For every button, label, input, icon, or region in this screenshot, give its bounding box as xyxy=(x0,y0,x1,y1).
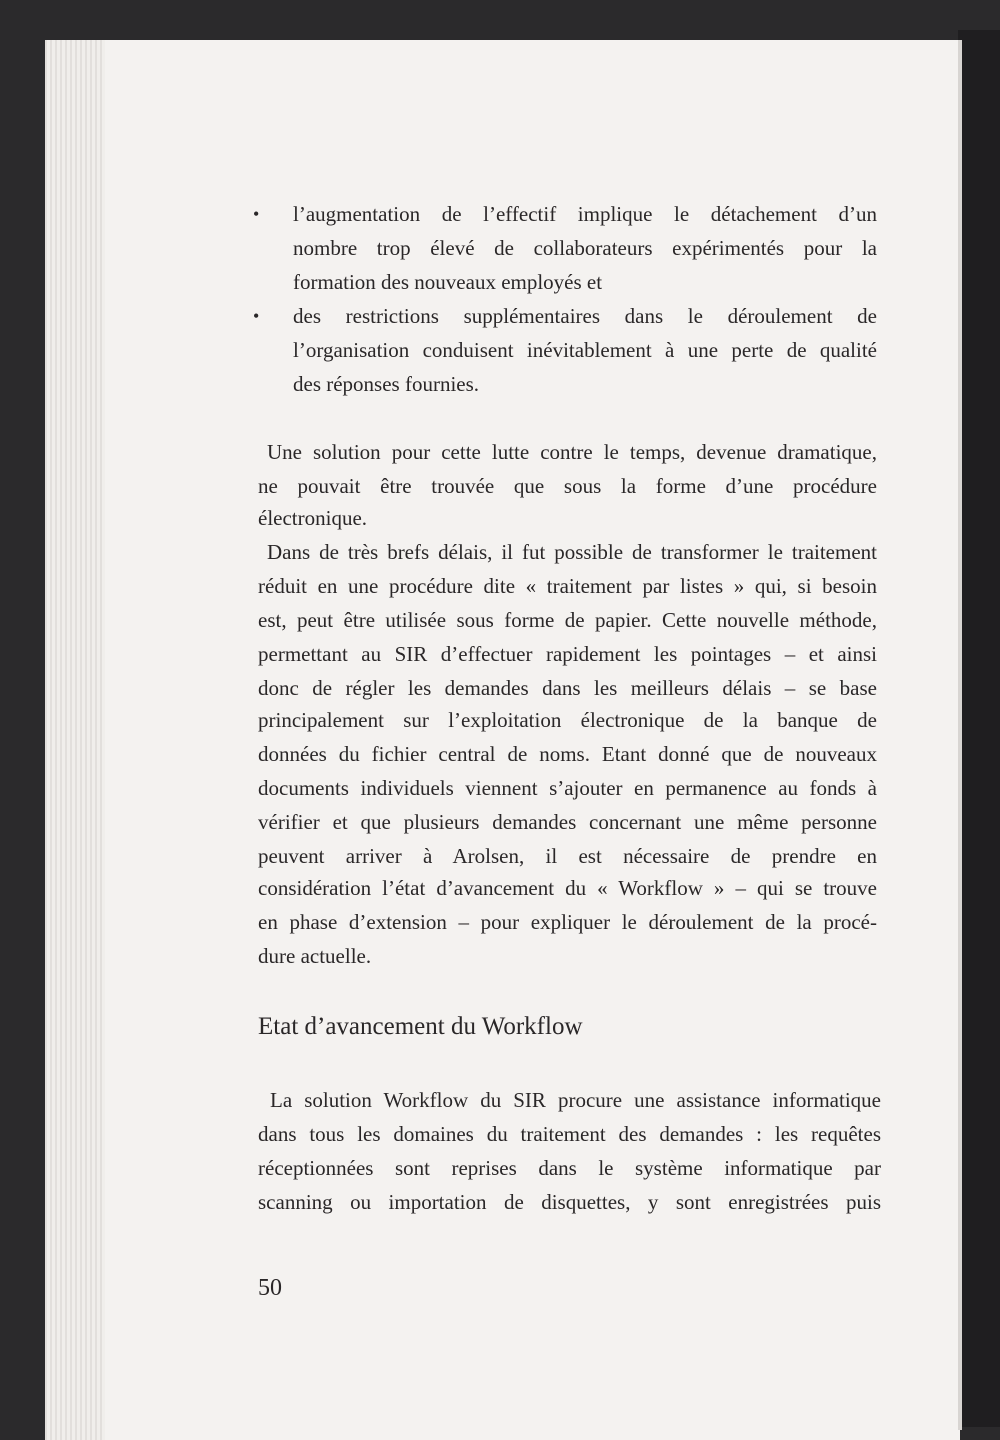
text-line: permettant au SIR d’effectuer rapidement les pointages – et ainsi xyxy=(258,642,877,666)
text-line: dure actuelle. xyxy=(258,944,372,968)
text-line: formation des nouveaux employés et xyxy=(293,270,603,294)
text-line: l’organisation conduisent inévitablement à une perte de qualité xyxy=(293,338,877,362)
bullet-icon: • xyxy=(253,204,260,224)
text-line: réceptionnées sont reprises dans le système informatique par xyxy=(258,1156,881,1180)
text-line: des restrictions supplémentaires dans le déroulement de xyxy=(293,304,877,328)
text-line: scanning ou importation de disquettes, y sont enregistrées puis xyxy=(258,1190,881,1214)
text-line: Dans de très brefs délais, il fut possible de transformer le traitement xyxy=(267,540,877,564)
section-heading: Etat d’avancement du Workflow xyxy=(258,1013,583,1040)
text-line: réduit en une procédure dite « traitement par listes » qui, si besoin xyxy=(258,574,877,598)
text-line: vérifier et que plusieurs demandes concernant une même personne xyxy=(258,810,877,834)
scan-background xyxy=(958,30,1000,1427)
page-edges xyxy=(45,40,105,1440)
text-line: documents individuels viennent s’ajouter en permanence au fonds à xyxy=(258,776,877,800)
text-line: peuvent arriver à Arolsen, il est nécessaire de prendre en xyxy=(258,844,877,868)
text-line: nombre trop élevé de collaborateurs expérimentés pour la xyxy=(293,236,877,260)
text-line: électronique. xyxy=(258,506,368,530)
page-number: 50 xyxy=(258,1275,282,1301)
text-line: considération l’état d’avancement du « Workflow » – qui se trouve xyxy=(258,876,877,900)
text-line: données du fichier central de noms. Etant donné que de nouveaux xyxy=(258,742,877,766)
text-line: Une solution pour cette lutte contre le temps, devenue dramatique, xyxy=(267,440,877,464)
text-line: La solution Workflow du SIR procure une assistance informatique xyxy=(270,1088,881,1112)
bullet-icon: • xyxy=(253,306,260,326)
page-right-edge xyxy=(958,40,962,1430)
text-line: l’augmentation de l’effectif implique le détachement d’un xyxy=(293,202,877,226)
text-line: en phase d’extension – pour expliquer le déroulement de la procé- xyxy=(258,910,877,934)
text-line: donc de régler les demandes dans les meilleurs délais – se base xyxy=(258,676,877,700)
text-line: dans tous les domaines du traitement des demandes : les requêtes xyxy=(258,1122,881,1146)
text-line: est, peut être utilisée sous forme de papier. Cette nouvelle méthode, xyxy=(258,608,877,632)
text-line: ne pouvait être trouvée que sous la forme d’une procédure xyxy=(258,474,877,498)
text-line: des réponses fournies. xyxy=(293,372,480,396)
text-line: principalement sur l’exploitation électronique de la banque de xyxy=(258,708,877,732)
